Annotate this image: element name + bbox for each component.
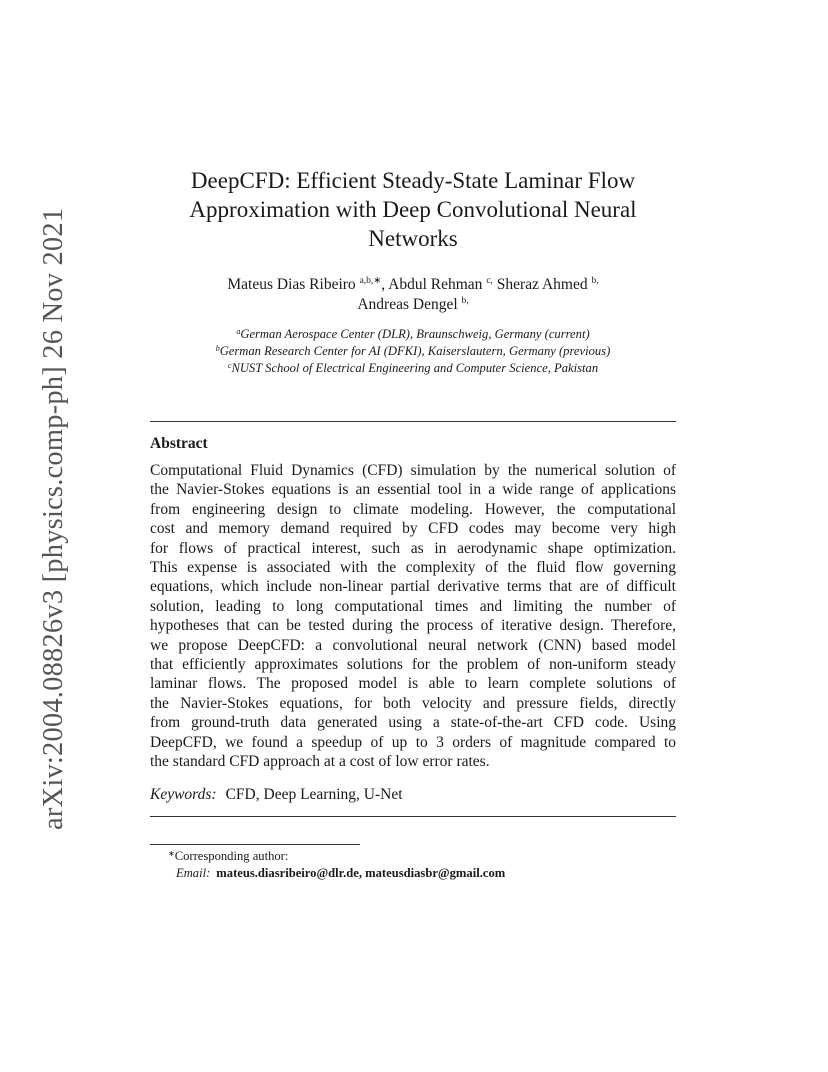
affiliation-text: NUST School of Electrical Engineering and Computer Science, Pakistan (231, 361, 599, 375)
author-list (150, 275, 676, 315)
title-line: DeepCFD: Efficient Steady-State Laminar Flow (190, 168, 636, 193)
abstract-line: that efficiently approximates solutions for the problem of non-uniform steady (150, 656, 676, 674)
title-line: Networks (368, 226, 458, 251)
author-affiliation-mark: b, (461, 296, 469, 306)
abstract-line: we propose DeepCFD: a convolutional neural network (CNN) based model (150, 636, 676, 654)
abstract-line: DeepCFD, we found a speedup of up to 3 orders of magnitude compared to (150, 733, 676, 751)
abstract-line: from ground-truth data generated using a state-of-the-art CFD code. Using (150, 714, 676, 732)
footnote-mark: ∗ (168, 849, 175, 858)
abstract-line: Computational Fluid Dynamics (CFD) simulation by the numerical solution of (150, 462, 676, 479)
abstract-body (150, 461, 676, 772)
keywords (150, 786, 403, 804)
abstract-heading: Abstract (150, 435, 208, 452)
author-name: Abdul Rehman (388, 276, 483, 293)
affiliation-mark: a (236, 327, 241, 336)
affiliation-mark: b (215, 344, 220, 353)
affiliation-text: German Aerospace Center (DLR), Braunschweig, Germany (current) (240, 327, 590, 341)
abstract-line: cost and memory demand required by CFD codes may become very high (150, 520, 676, 538)
abstract-line: hypotheses that can be tested during the process of iterative design. Therefore, (150, 617, 676, 635)
affiliation-text: German Research Center for AI (DFKI), Kaiserslautern, Germany (previous) (219, 344, 611, 358)
abstract-line: from engineering design to climate modeling. However, the computational (150, 500, 676, 518)
keywords-text: CFD, Deep Learning, U-Net (225, 786, 403, 803)
paper-title (150, 166, 676, 253)
footnote-rule (150, 844, 360, 845)
affiliation-item (150, 343, 676, 360)
keywords-label: Keywords: (150, 786, 217, 803)
abstract-top-rule (150, 421, 676, 422)
footnote (168, 848, 505, 882)
arxiv-identifier[interactable]: arXiv:2004.08826v3 [physics.comp-ph] 26 Nov 2021 (38, 207, 69, 830)
footnote-corresponding (168, 848, 505, 865)
abstract-line: the Navier-Stokes equations is an essential tool in a wide range of applications (150, 481, 676, 499)
affiliation-item (150, 360, 676, 377)
footnote-text: Corresponding author: (174, 849, 289, 863)
email-label: Email: (176, 866, 211, 880)
affiliation-list (150, 326, 676, 377)
email-addresses[interactable]: mateus.diasribeiro@dlr.de, mateusdiasbr@gmail.com (216, 866, 506, 880)
title-line: Approximation with Deep Convolutional Neural (189, 197, 637, 222)
author-separator: , (381, 276, 389, 293)
abstract-line: the standard CFD approach at a cost of low error rates. (150, 753, 490, 771)
affiliation-mark: c (227, 361, 232, 370)
author-name: Andreas Dengel (357, 296, 458, 313)
footnote-email-line (168, 865, 505, 882)
abstract-line: solution, leading to long computational times and limiting the number of (150, 597, 676, 615)
abstract-bottom-rule (150, 816, 676, 817)
author-name: Sheraz Ahmed (496, 276, 588, 293)
affiliation-item (150, 326, 676, 343)
author-affiliation-mark: b, (591, 276, 599, 286)
author-name: Mateus Dias Ribeiro (227, 276, 356, 293)
abstract-line: the Navier-Stokes equations, for both velocity and pressure fields, directly (150, 694, 676, 712)
abstract-line: for flows of practical interest, such as in aerodynamic shape optimization. (150, 539, 676, 557)
author-affiliation-mark: c, (486, 276, 493, 286)
author-affiliation-mark: a,b,∗ (359, 276, 382, 286)
abstract-line: laminar flows. The proposed model is able to learn complete solutions of (150, 675, 676, 693)
abstract-line: equations, which include non-linear partial derivative terms that are of difficult (150, 578, 676, 596)
abstract-line: This expense is associated with the complexity of the fluid flow governing (150, 559, 676, 577)
